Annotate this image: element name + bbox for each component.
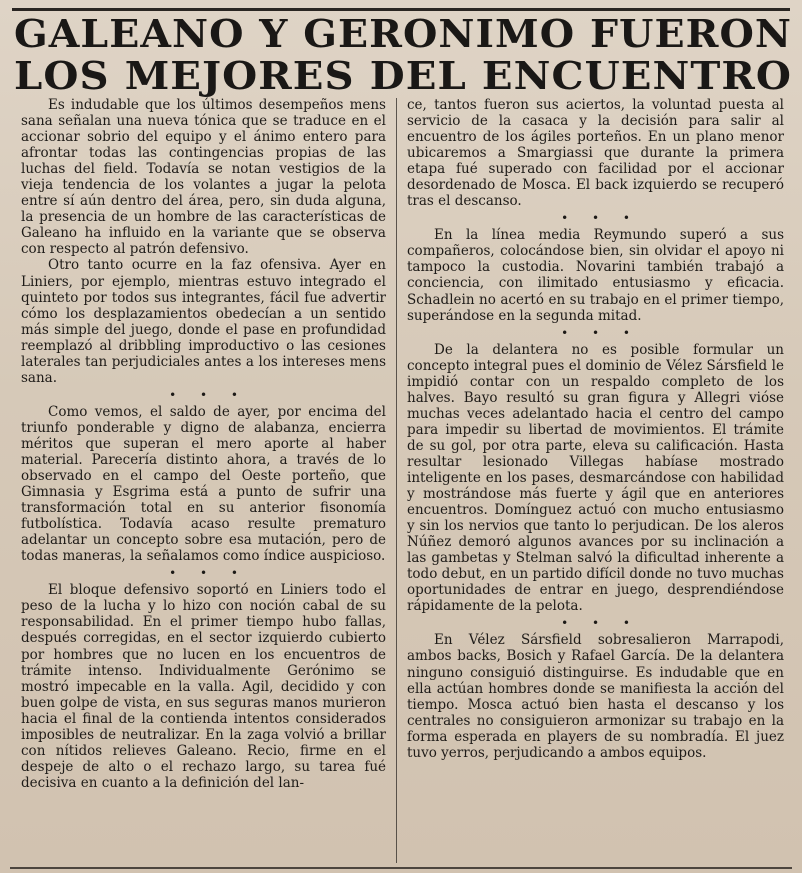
- left-paragraph-3: Como vemos, el saldo de ayer, por encima del triunfo ponderable y digno de alabanza, encierra méritos que superan el mero aporte al haber material. Parecería distinto ahora, a través de lo observado en el campo del Oeste porteño, que Gimnasia y Esgrima está a punto de sufrir una transformación total en su anterior fisonomía futbolística. Todavía acaso resulte prematuro adelantar un concepto sobre esa mutación, pero de todas maneras, la señalamos como índice auspicioso.: [21, 403, 386, 565]
- bottom-rule: [10, 867, 792, 869]
- headline-line-1: GALEANO Y GERONIMO FUERON: [14, 11, 793, 56]
- right-column: [407, 97, 784, 873]
- right-paragraph-4: En Vélez Sársfield sobresalieron Marrapodi, ambos backs, Bosich y Rafael García. De la delantera ninguno consiguió distinguirse. Es indudable que en ella actúan hombres donde se manifiesta la acción del tiempo. Mosca actuó bien hasta el descanso y los centrales no consiguieron armonizar su trabajo en la forma esperada en players de su nombradía. El juez tuvo yerros, perjudicando a ambos equipos.: [407, 632, 784, 761]
- separator-dots: • • •: [561, 325, 640, 340]
- separator-dots: • • •: [561, 211, 640, 226]
- headline-line-2: LOS MEJORES DEL ENCUENTRO: [14, 53, 792, 98]
- left-column: [21, 97, 386, 873]
- section-separator: [21, 566, 386, 580]
- section-separator: [407, 211, 784, 225]
- left-paragraph-4: El bloque defensivo soportó en Liniers todo el peso de la lucha y lo hizo con noción cabal de su responsabilidad. En el primer tiempo hubo fallas, después corregidas, en el sector izquierdo cubierto por hombres que no lucen en los encuentros de trámite intenso. Individualmente Gerónimo se mostró impecable en la valla. Agil, decidido y con buen golpe de vista, en sus seguras manos murieron hacia el final de la contienda intentos considerados imposibles de neutralizar. En la zaga volvió a brillar con nítidos relieves Galeano. Recio, firme en el despeje de alto o el rechazo largo, su tarea fué decisiva en cuanto a la definición del lan-: [21, 582, 386, 791]
- separator-dots: • • •: [169, 387, 248, 402]
- headline: [14, 11, 793, 98]
- column-divider: [396, 98, 397, 863]
- section-separator: [407, 616, 784, 630]
- left-paragraph-1: Es indudable que los últimos desempeños mens sana señalan una nueva tónica que se traduce en el accionar sobrio del equipo y el ánimo entero para afrontar todas las contingencias propias de las luchas del field. Todavía se notan vestigios de la vieja tendencia de los volantes a jugar la pelota entre sí aún dentro del área, pero, sin duda alguna, la presencia de un hombre de las características de Galeano ha influido en la variante que se observa con respecto al patrón defensivo.: [21, 97, 386, 258]
- right-paragraph-3: De la delantera no es posible formular un concepto integral pues el dominio de Vélez Sársfield le impidió contar con un respaldo completo de los halves. Bayo resultó su gran figura y Allegri vióse muchas veces adelantado hacia el centro del campo para impedir su libertad de movimientos. El trámite de su gol, por otra parte, eleva su calificación. Hasta resultar lesionado Villegas habíase mostrado inteligente en los pases, desmarcándose con habilidad y mostrándose más fuerte y ágil que en anteriores encuentros. Domínguez actuó con mucho entusiasmo y sin los nervios que tanto lo perjudican. De los aleros Núñez demoró algunos avances por su inclinación a las gambetas y Stelman salvó la dificultad inherente a todo debut, en un partido difícil donde no tuvo muchas oportunidades de entrar en juego, desprendiéndose rápidamente de la pelota.: [407, 341, 784, 615]
- section-separator: [21, 388, 386, 402]
- separator-dots: • • •: [169, 566, 248, 581]
- separator-dots: • • •: [561, 616, 640, 631]
- left-paragraph-2: Otro tanto ocurre en la faz ofensiva. Ayer en Liniers, por ejemplo, mientras estuvo integrado el quinteto por todos sus integrantes, fácil fue advertir cómo los desplazamientos obedecían a un sentido más simple del juego, donde el pase en profundidad reemplazó al dribbling improductivo o las cesiones laterales tan perjudiciales antes a los intereses mens sana.: [21, 257, 386, 386]
- right-paragraph-1: ce, tantos fueron sus aciertos, la voluntad puesta al servicio de la casaca y la decisión para salir al encuentro de los ágiles porteños. En un plano menor ubicaremos a Smargiassi que durante la primera etapa fué superado con facilidad por el accionar desordenado de Mosca. El back izquierdo se recuperó tras el descanso.: [407, 97, 784, 210]
- right-paragraph-2: En la línea media Reymundo superó a sus compañeros, colocándose bien, sin olvidar el apoyo ni tampoco la custodia. Novarini también trabajó a conciencia, con ilimitado entusiasmo y eficacia. Schadlein no acertó en su trabajo en el primer tiempo, superándose en la segunda mitad.: [407, 227, 784, 324]
- section-separator: [407, 326, 784, 340]
